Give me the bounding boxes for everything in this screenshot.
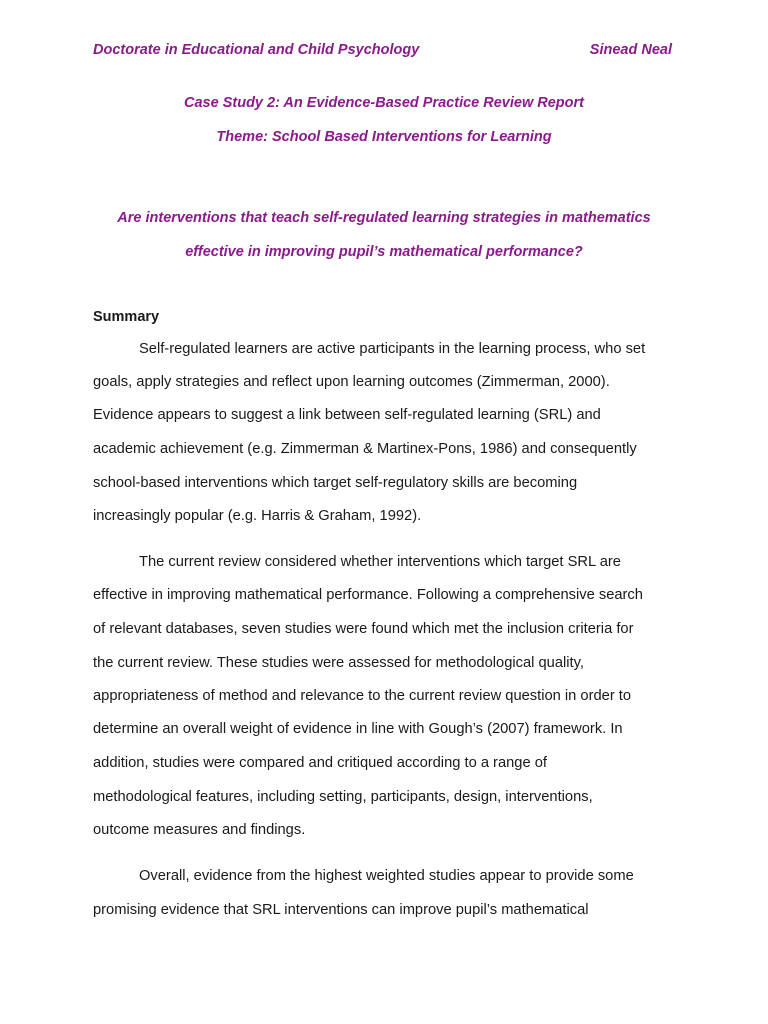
paragraph-1-line: goals, apply strategies and reflect upon learning outcomes (Zimmerman, 2000). <box>93 374 610 390</box>
paragraph-1-line: school-based interventions which target self-regulatory skills are becoming <box>93 475 578 491</box>
paragraph-2-line: of relevant databases, seven studies were found which met the inclusion criteria for <box>93 621 634 637</box>
paragraph-1-line: Evidence appears to suggest a link between self-regulated learning (SRL) and <box>93 407 601 423</box>
paragraph-2-line: addition, studies were compared and critiqued according to a range of <box>93 755 547 771</box>
paragraph-1-line: academic achievement (e.g. Zimmerman & Martinex-Pons, 1986) and consequently <box>93 441 637 457</box>
paragraph-2-line: outcome measures and findings. <box>93 822 306 838</box>
paragraph-3-line: Overall, evidence from the highest weighted studies appear to provide some <box>139 868 634 884</box>
review-question-line-1: Are interventions that teach self-regulated learning strategies in mathematics <box>117 210 651 226</box>
paragraph-3-line: promising evidence that SRL interventions can improve pupil’s mathematical <box>93 902 589 918</box>
paragraph-1-line: Self-regulated learners are active participants in the learning process, who set <box>139 341 646 357</box>
case-study-title: Case Study 2: An Evidence-Based Practice Review Report <box>184 95 584 111</box>
paragraph-2-line: the current review. These studies were assessed for methodological quality, <box>93 655 584 671</box>
paragraph-1-line: increasingly popular (e.g. Harris & Graham, 1992). <box>93 508 422 524</box>
header-course-title: Doctorate in Educational and Child Psychology <box>93 42 420 58</box>
review-question-line-2: effective in improving pupil’s mathematical performance? <box>185 244 583 260</box>
summary-heading: Summary <box>93 309 160 325</box>
paragraph-2-line: appropriateness of method and relevance to the current review question in order to <box>93 688 632 704</box>
header-author-name: Sinead Neal <box>589 42 672 58</box>
paragraph-2-line: effective in improving mathematical performance. Following a comprehensive search <box>93 587 643 603</box>
paragraph-2-line: The current review considered whether interventions which target SRL are <box>139 554 621 570</box>
paragraph-2-line: determine an overall weight of evidence in line with Gough’s (2007) framework. In <box>93 721 623 737</box>
paragraph-2-line: methodological features, including setting, participants, design, interventions, <box>93 789 593 805</box>
theme-title: Theme: School Based Interventions for Learning <box>216 129 552 145</box>
